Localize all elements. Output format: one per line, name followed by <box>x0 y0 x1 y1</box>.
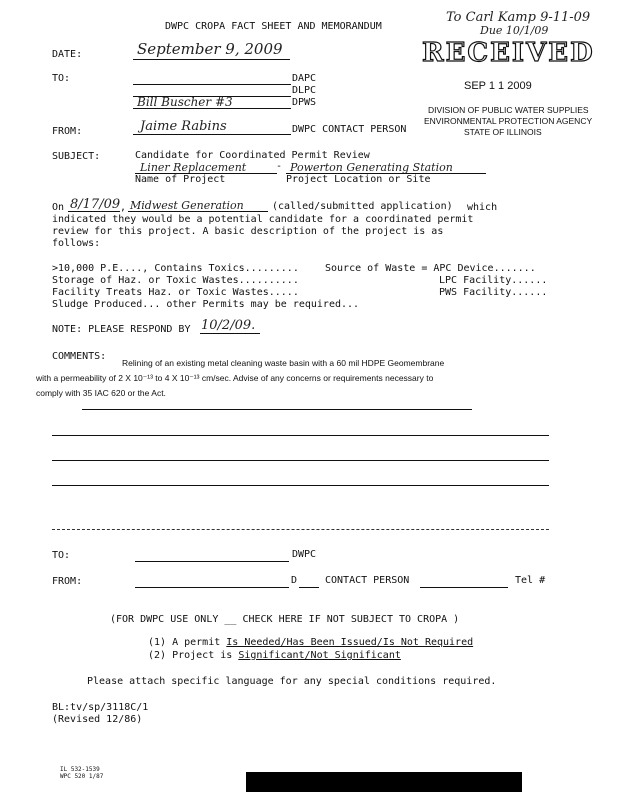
tear-line <box>52 529 549 530</box>
revised-date: (Revised 12/86) <box>52 714 143 725</box>
reply-contact: CONTACT PERSON <box>325 575 410 586</box>
comments-line3: comply with 35 IAC 620 or the Act. <box>36 388 166 398</box>
check-source: Source of Waste = APC Device....... <box>325 263 536 274</box>
respond-by-line <box>200 333 260 334</box>
reply-to-line <box>135 561 289 562</box>
body-company-line <box>128 211 268 212</box>
project-name-caption: Name of Project <box>135 174 226 185</box>
reply-tel: Tel # <box>515 575 546 586</box>
reply-from-line <box>135 587 289 588</box>
subject-line: Candidate for Coordinated Permit Review <box>135 150 370 161</box>
comment-rule-3 <box>52 460 549 461</box>
project-location-caption: Project Location or Site <box>286 174 431 185</box>
handwritten-due-note: Due 10/1/09 <box>480 24 549 37</box>
reply-dwpc: DWPC <box>292 549 317 560</box>
body-date-line <box>68 211 120 212</box>
comments-label: COMMENTS: <box>52 351 107 362</box>
body-line4: follows: <box>52 238 101 249</box>
stamp-division: DIVISION OF PUBLIC WATER SUPPLIES <box>428 105 589 115</box>
handwritten-routing-note: To Carl Kamp 9-11-09 <box>446 10 591 25</box>
body-on: On <box>52 202 65 213</box>
called-submitted: (called/submitted application) <box>272 201 453 212</box>
permit-option-prefix: (1) A permit <box>148 637 227 648</box>
reply-contact-line <box>420 587 508 588</box>
check-facility: Facility Treats Haz. or Toxic Wastes..... <box>52 287 299 298</box>
stamp-agency: ENVIRONMENTAL PROTECTION AGENCY <box>424 116 593 126</box>
date-line <box>133 59 290 60</box>
stamp-state: STATE OF ILLINOIS <box>464 127 542 137</box>
redaction-bar <box>246 772 522 792</box>
check-storage: Storage of Haz. or Toxic Wastes.......... <box>52 275 299 286</box>
permit-option <box>148 637 473 649</box>
permit-option-choices: Is Needed/Has Been Issued/Is Not Required <box>226 637 474 648</box>
check-pws: PWS Facility...... <box>439 287 548 298</box>
stamp-date: SEP 1 1 2009 <box>464 80 532 92</box>
dlpc-label: DLPC <box>292 85 317 96</box>
body-company: Midwest Generation <box>130 199 244 212</box>
reply-to-label: TO: <box>52 550 71 561</box>
check-sludge: Sludge Produced... other Permits may be required... <box>52 299 360 310</box>
check-pe: >10,000 P.E...., Contains Toxics......... <box>52 263 299 274</box>
comment-rule-1 <box>82 409 472 410</box>
subject-separator: - <box>276 161 283 172</box>
comment-rule-2 <box>52 435 549 436</box>
dpws-line <box>133 108 291 109</box>
comment-rule-4 <box>52 485 549 486</box>
from-line <box>133 134 291 135</box>
project-location: Powerton Generating Station <box>290 161 453 174</box>
subject-label: SUBJECT: <box>52 151 101 162</box>
significance-option-choices: Significant/Not Significant <box>238 650 401 661</box>
to-label: TO: <box>52 73 71 84</box>
doc-code: BL:tv/sp/3118C/1 <box>52 702 149 713</box>
dwpc-use-only: (FOR DWPC USE ONLY __ CHECK HERE IF NOT SUBJECT TO CROPA ) <box>110 614 460 625</box>
significance-option-prefix: (2) Project is <box>148 650 239 661</box>
note-label: NOTE: PLEASE RESPOND BY <box>52 324 191 335</box>
date-label: DATE: <box>52 49 83 60</box>
reply-d: D <box>291 575 298 586</box>
comments-line1: Relining of an existing metal cleaning waste basin with a 60 mil HDPE Geomembrane <box>122 358 445 368</box>
dpws-label: DPWS <box>292 97 317 108</box>
body-date: 8/17/09 <box>70 197 121 212</box>
body-which: which <box>467 202 498 213</box>
respond-by-date: 10/2/09. <box>201 318 256 333</box>
from-name: Jaime Rabins <box>140 119 227 134</box>
from-role: DWPC CONTACT PERSON <box>292 124 407 135</box>
received-stamp-word: RECEIVED <box>422 38 595 68</box>
dapc-line <box>133 84 291 85</box>
form-number-1: IL 532-1539 <box>60 766 100 773</box>
check-lpc: LPC Facility...... <box>439 275 548 286</box>
reply-d-line <box>299 587 319 588</box>
reply-from-label: FROM: <box>52 576 83 587</box>
project-name: Liner Replacement <box>140 161 247 174</box>
comments-line2: with a permeability of 2 X 10⁻¹³ to 4 X 10⁻¹³ cm/sec. Advise of any concerns or requirements necessary to <box>36 373 434 383</box>
body-comma: , <box>120 202 127 213</box>
page-title: DWPC CROPA FACT SHEET AND MEMORANDUM <box>165 21 382 32</box>
from-label: FROM: <box>52 126 83 137</box>
body-line2: indicated they would be a potential candidate for a coordinated permit <box>52 214 474 225</box>
dpws-recipient: Bill Buscher #3 <box>137 95 233 109</box>
attach-instruction: Please attach specific language for any special conditions required. <box>87 676 497 687</box>
form-number-2: WPC 520 1/87 <box>60 773 104 780</box>
body-line3: review for this project. A basic description of the project is as <box>52 226 444 237</box>
dapc-label: DAPC <box>292 73 317 84</box>
significance-option <box>148 650 401 662</box>
date-value: September 9, 2009 <box>137 40 283 58</box>
